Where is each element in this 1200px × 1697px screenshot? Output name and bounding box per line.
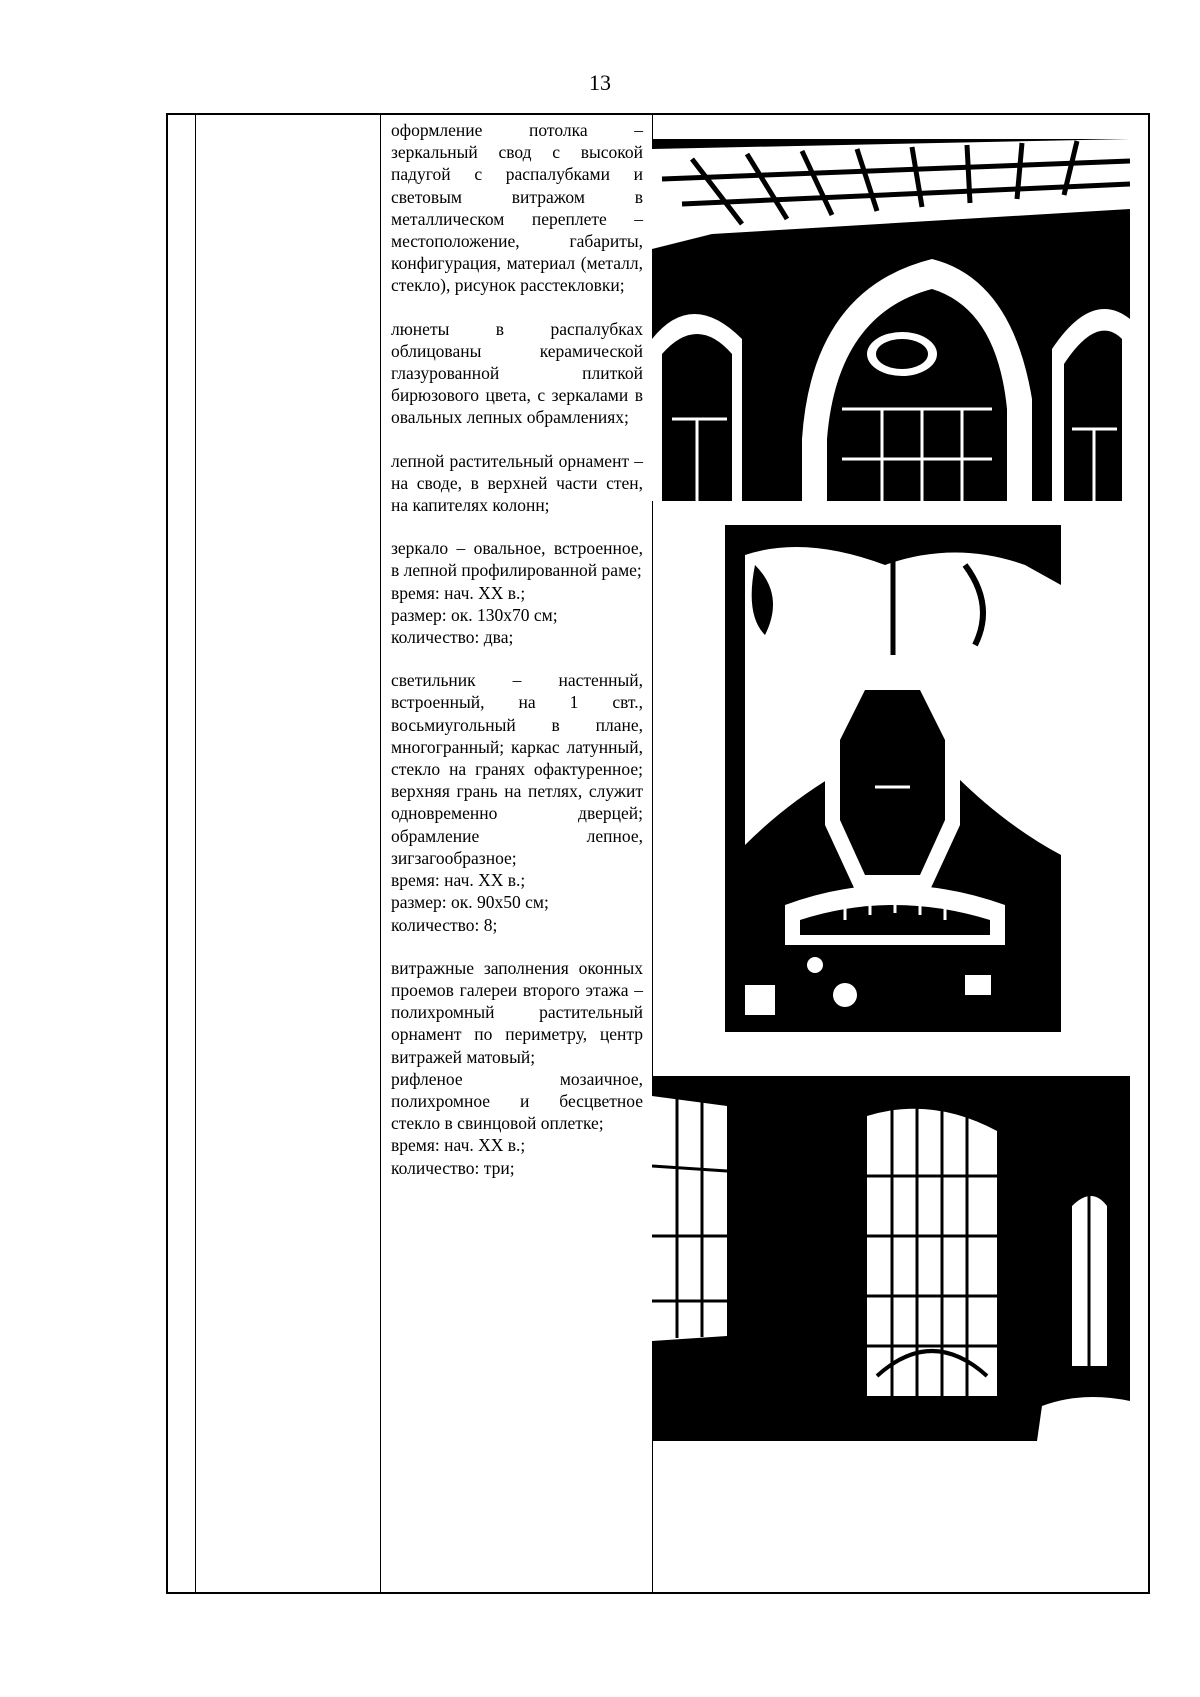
stained-glass-count: количество: три; xyxy=(391,1157,515,1178)
description-column xyxy=(391,119,643,1179)
lamp-size: размер: ок. 90х50 см; xyxy=(391,892,549,913)
ceiling-photo-image xyxy=(652,139,1130,501)
lamp-time: время: нач. XX в.; xyxy=(391,870,526,891)
stained-glass-time: время: нач. XX в.; xyxy=(391,1135,526,1156)
mirror-time: время: нач. XX в.; xyxy=(391,582,526,603)
gallery-windows-photo xyxy=(652,1076,1130,1441)
lamp-text: светильник – настенный, встроенный, на 1 свт., восьмиугольный в плане, многогранный; каркас латунный, стекло на гранях офактуренное; верхняя грань на петлях, служит одновременно дверцей; обрамление лепное, зигзагообразное; xyxy=(391,670,643,868)
entry-stained-glass xyxy=(391,957,643,1179)
lamp-count: количество: 8; xyxy=(391,914,498,935)
stained-glass-text: витражные заполнения оконных проемов галереи второго этажа – полихромный растительный орнамент по периметру, центр витражей матовый; xyxy=(391,957,643,1067)
page-number: 13 xyxy=(589,70,611,95)
entry-lamp xyxy=(391,669,643,935)
mirror-text: зеркало – овальное, встроенное, в лепной профилированной раме; xyxy=(391,538,643,581)
mirror-lamp-photo xyxy=(725,525,1061,1032)
entry-ceiling: оформление потолка – зеркальный свод с высокой падугой с распалубками и световым витражом в металлическом переплете – местоположение, габариты, конфигурация, материал (металл, стекло), рисунок расстекловки; xyxy=(391,120,643,296)
entry-ornament: лепной растительный орнамент – на своде, в верхней части стен, на капителях колонн; xyxy=(391,450,643,516)
ceiling-photo xyxy=(652,139,1130,501)
mirror-count: количество: два; xyxy=(391,627,514,648)
gallery-windows-photo-image xyxy=(652,1076,1130,1441)
column-divider-1 xyxy=(195,115,196,1592)
entry-lunettes: люнеты в распалубках облицованы керамической глазурованной плиткой бирюзового цвета, с зеркалами в овальных лепных обрамлениях; xyxy=(391,318,643,428)
entry-mirror xyxy=(391,537,643,648)
mirror-size: размер: ок. 130х70 см; xyxy=(391,604,558,625)
column-divider-2 xyxy=(380,115,381,1592)
mirror-lamp-photo-image xyxy=(725,525,1061,1032)
stained-glass-material: рифленое мозаичное, полихромное и бесцветное стекло в свинцовой оплетке; xyxy=(391,1068,643,1134)
